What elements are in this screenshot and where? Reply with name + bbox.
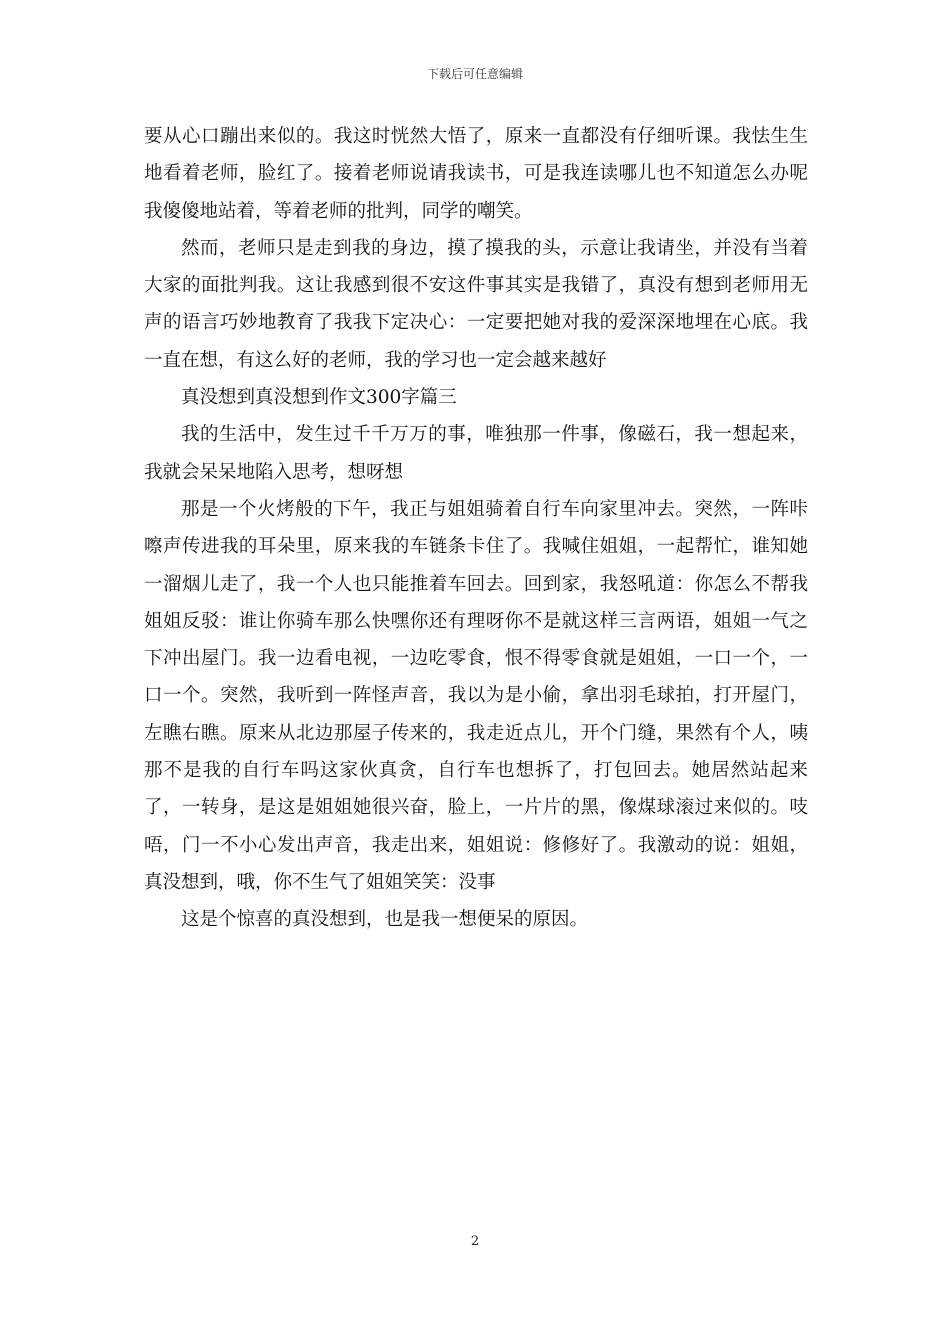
page-header: 下载后可任意编辑 bbox=[426, 67, 523, 81]
paragraph-3: 我的生活中，发生过千千万万的事，唯独那一件事，像磁石，我一想起来，我就会呆呆地陷入思考，想呀想 bbox=[144, 424, 808, 483]
section-heading: 真没想到真没想到作文300字篇三 bbox=[181, 387, 457, 409]
document-body bbox=[144, 118, 808, 939]
paragraph-2: 然而，老师只是走到我的身边，摸了摸我的头，示意让我请坐，并没有当着大家的面批判我。这让我感到很不安这件事其实是我错了，真没有想到老师用无声的语言巧妙地教育了我我下定决心：一定要把她对我的爱深深地埋在心底。我一直在想，有这么好的老师，我的学习也一定会越来越好 bbox=[144, 237, 808, 371]
paragraph-4: 那是一个火烤般的下午，我正与姐姐骑着自行车向家里冲去。突然，一阵咔嚓声传进我的耳朵里，原来我的车链条卡住了。我喊住姐姐，一起帮忙，谁知她一溜烟儿走了，我一个人也只能推着车回去。回到家，我怒吼道：你怎么不帮我姐姐反驳：谁让你骑车那么快嘿你还有理呀你不是就这样三言两语，姐姐一气之下冲出屋门。我一边看电视，一边吃零食，恨不得零食就是姐姐，一口一个，一口一个。突然，我听到一阵怪声音，我以为是小偷，拿出羽毛球拍，打开屋门，左瞧右瞧。原来从北边那屋子传来的，我走近点儿，开个门缝，果然有个人，咦那不是我的自行车吗这家伙真贪，自行车也想拆了，打包回去。她居然站起来了，一转身，是这是姐姐她很兴奋，脸上，一片片的黑，像煤球滚过来似的。吱唔，门一不小心发出声音，我走出来，姐姐说：修修好了。我激动的说：姐姐，真没想到，哦，你不生气了姐姐笑笑：没事 bbox=[144, 498, 808, 893]
paragraph-1: 要从心口蹦出来似的。我这时恍然大悟了，原来一直都没有仔细听课。我怯生生地看着老师，脸红了。接着老师说请我读书，可是我连读哪儿也不知道怎么办呢我傻傻地站着，等着老师的批判，同学的嘲笑。 bbox=[144, 126, 808, 222]
page-number: 2 bbox=[470, 1234, 480, 1249]
paragraph-5: 这是个惊喜的真没想到，也是我一想便呆的原因。 bbox=[181, 909, 589, 931]
